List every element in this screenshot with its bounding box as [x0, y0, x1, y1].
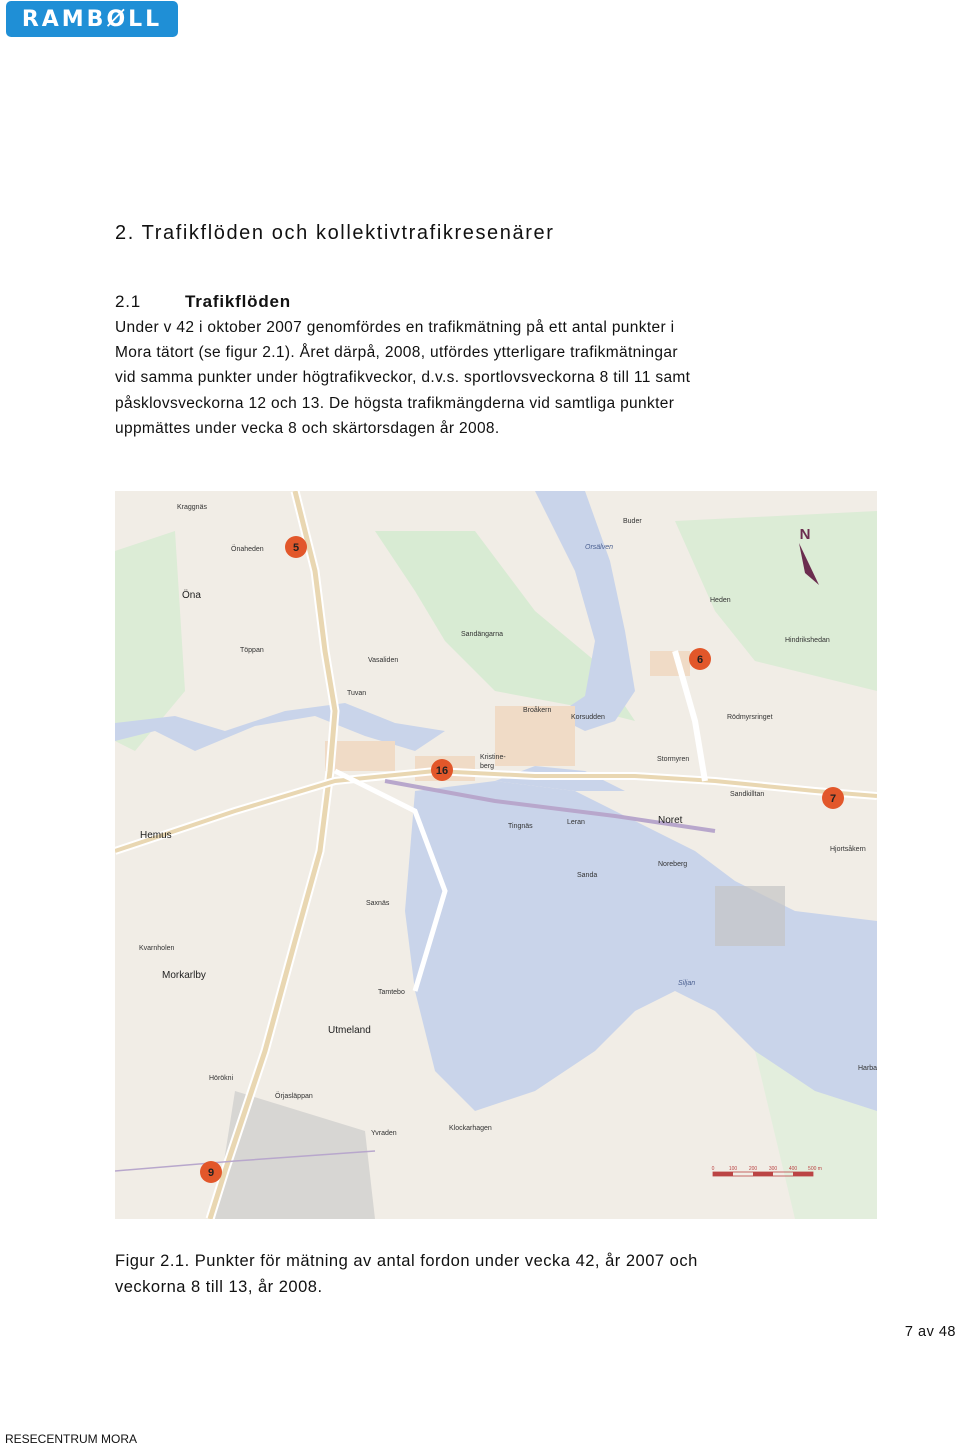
place-label: Klockarhagen — [449, 1125, 492, 1132]
place-label: Orsälven — [585, 544, 614, 551]
place-label: Siljan — [678, 980, 696, 987]
place-label: Saxnäs — [366, 900, 390, 907]
subsection-title: Trafikflöden — [185, 292, 291, 311]
subsection-heading — [115, 292, 291, 312]
place-label: Heden — [710, 597, 731, 604]
place-label: Hörökni — [209, 1075, 234, 1082]
place-label: Sandkilltan — [730, 791, 765, 798]
body-paragraph — [115, 315, 855, 441]
page-number: 7 av 48 — [904, 1324, 956, 1340]
place-label: Öna — [182, 590, 201, 601]
place-label: Korsudden — [571, 714, 605, 721]
place-label: Noret — [658, 815, 683, 826]
place-label: Morkarlby — [162, 970, 206, 981]
paragraph-line: Under v 42 i oktober 2007 genomfördes en trafikmätning på ett antal punkter i — [115, 319, 675, 336]
place-label: Harba — [858, 1065, 877, 1072]
place-label: Tingnäs — [508, 823, 533, 830]
map-figure — [115, 491, 877, 1219]
section-heading: 2. Trafikflöden och kollektivtrafikresenärer — [115, 222, 555, 244]
subsection-number: 2.1 — [115, 292, 142, 311]
paragraph-line: uppmättes under vecka 8 och skärtorsdagen år 2008. — [115, 419, 500, 437]
place-label: Kraggnäs — [177, 504, 207, 511]
map-svg — [115, 491, 877, 1219]
marker-label: 7 — [829, 793, 837, 805]
footer-text: RESECENTRUM MORA — [5, 1432, 138, 1446]
place-label: Hindrikshedan — [785, 637, 830, 644]
place-label: Vasaliden — [368, 657, 399, 664]
place-label: Utmeland — [328, 1025, 371, 1036]
place-label: Stormyren — [657, 756, 690, 763]
place-label: berg — [480, 763, 495, 770]
north-label: N — [799, 526, 811, 543]
marker-label: 16 — [435, 765, 449, 777]
place-label: Kvarnholen — [139, 945, 175, 952]
marker-label: 6 — [696, 654, 704, 666]
place-label: Töppan — [240, 647, 264, 654]
scale-label: 100 — [728, 1166, 738, 1172]
scale-label: 0 — [711, 1166, 715, 1172]
place-label: Hjortsåkern — [830, 846, 866, 853]
place-label: Sanda — [577, 872, 598, 879]
place-label: Hemus — [140, 830, 172, 841]
place-label: Önaheden — [231, 546, 264, 553]
place-label: Leran — [567, 819, 585, 826]
caption-line: veckorna 8 till 13, år 2008. — [115, 1278, 323, 1296]
place-label: Buder — [623, 518, 642, 525]
place-label: Broåkern — [523, 707, 552, 714]
place-label: Tamtebo — [378, 989, 405, 996]
scale-label: 300 — [768, 1166, 778, 1172]
paragraph-line: Mora tätort (se figur 2.1). Året därpå, 2008, utfördes ytterligare trafikmätningar — [115, 344, 678, 362]
scale-label: 500 m — [808, 1166, 822, 1172]
place-label: Sandängarna — [461, 631, 504, 638]
place-label: Rödmyrsringet — [727, 714, 773, 721]
caption-line: Figur 2.1. Punkter för mätning av antal fordon under vecka 42, år 2007 och — [115, 1252, 698, 1270]
place-label: Noreberg — [658, 861, 688, 868]
paragraph-line: påsklovsveckorna 12 och 13. De högsta trafikmängderna vid samtliga punkter — [115, 394, 675, 412]
figure-caption — [115, 1248, 698, 1300]
place-label: Kristine- — [480, 754, 506, 761]
marker-label: 5 — [292, 542, 300, 554]
scale-label: 200 — [748, 1166, 758, 1172]
marker-label: 9 — [207, 1167, 215, 1179]
ramboll-logo: RAMBØLL — [6, 1, 178, 37]
place-label: Tuvan — [347, 690, 367, 697]
place-label: Örjasläppan — [275, 1093, 313, 1100]
scale-label: 400 — [788, 1166, 798, 1172]
place-label: Yvraden — [371, 1130, 397, 1137]
paragraph-line: vid samma punkter under högtrafikveckor, d.v.s. sportlovsveckorna 8 till 11 samt — [115, 369, 691, 387]
